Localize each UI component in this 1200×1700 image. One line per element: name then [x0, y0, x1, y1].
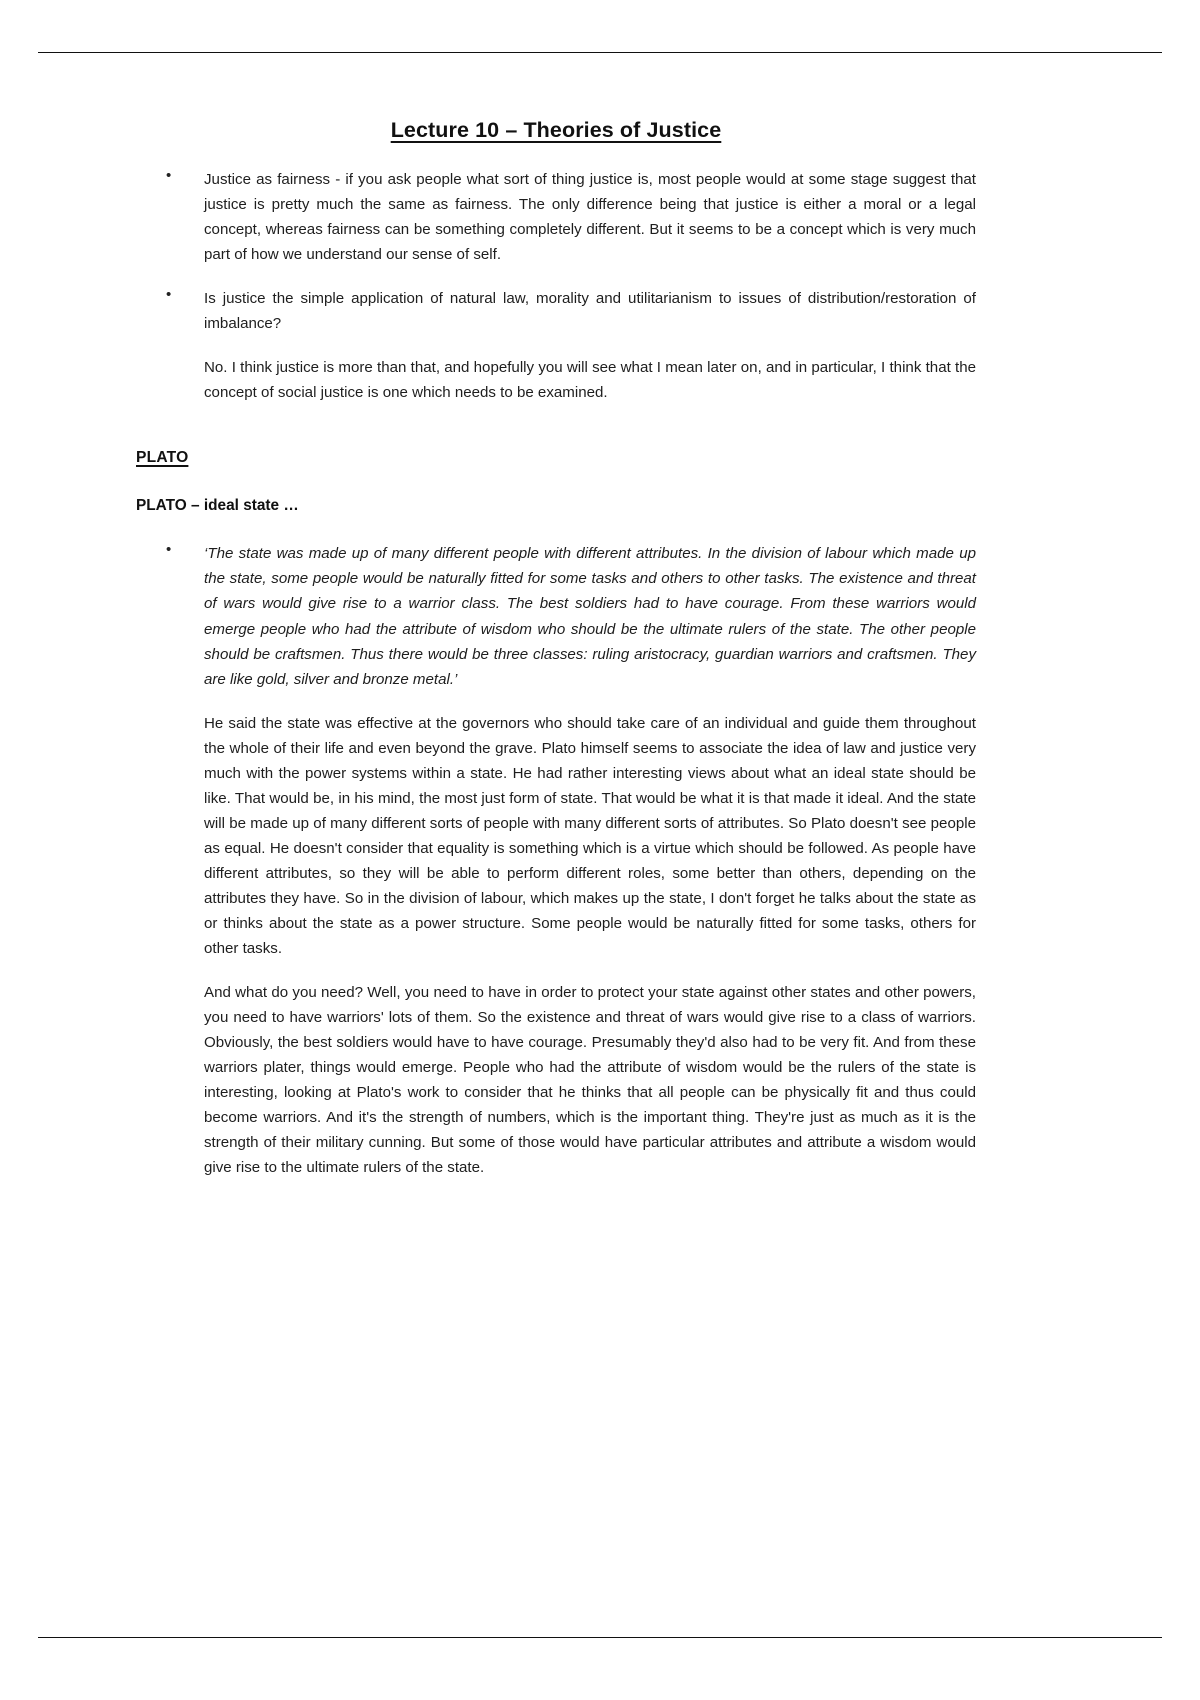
paragraph-answer: No. I think justice is more than that, and hopefully you will see what I mean later on, and in particular, I think that the concept of social justice is one which needs to be examined. [204, 359, 976, 402]
section-heading-plato: PLATO [136, 449, 189, 467]
bullet-is-justice-question: • Is justice the simple application of natural law, morality and utilitarianism to issues of distribution/restoration of imbalance? [204, 290, 976, 333]
list-item [136, 286, 976, 336]
quote-plato-ideal-state: • ‘The state was made up of many different people with different attributes. In the division of labour which made up the state, some people would be naturally fitted for some tasks and others to other tasks. The existence and threat of wars would give rise to a warrior class. The best soldiers had to have courage. From these warriors would emerge people who had the attribute of wisdom who should be the ultimate rulers of the state. The other people should be craftsmen. Thus there would be three classes: ruling aristocracy, guardian warriors and craftsmen. They are like gold, silver and bronze metal.’ [204, 545, 976, 688]
paragraph-and-what-do-you-need: And what do you need? Well, you need to have in order to protect your state against other states and other powers, you need to have warriors' lots of them. So the existence and threat of wars would give rise to a class of warriors. Obviously, the best soldiers would have to have courage. Presumably they'd also had to be very fit. And from these warriors plater, things would emerge. People who had the attribute of wisdom would be the rulers of the state is interesting, looking at Plato's work to consider that he thinks that all people can be physically fit and thus could become warriors. And it's the strength of numbers, which is the important thing. They're just as much as it is the strength of their military cunning. But some of those would have particular attributes and attribute a wisdom would give rise to the ultimate rulers of the state. [204, 984, 976, 1177]
document-content [136, 118, 976, 1200]
list-item [136, 167, 976, 267]
page-title: Lecture 10 – Theories of Justice [390, 118, 722, 142]
bullet-justice-as-fairness: • Justice as fairness - if you ask people what sort of thing justice is, most people would at some stage suggest that justice is pretty much the same as fairness. The only difference being that justice is either a moral or a legal concept, whereas fairness can be something completely different. But it seems to be a concept which is very much part of how we understand our sense of self. [204, 171, 976, 264]
page-header-rule [38, 52, 1162, 53]
paragraph-he-said-the-state: He said the state was effective at the governors who should take care of an individual and guide them throughout the whole of their life and even beyond the grave. Plato himself seems to associate the idea of law and justice very much with the power systems within a state. He had rather interesting views about what an ideal state should be like. That would be, in his mind, the most just form of state. That would be what it is that made it ideal. And the state will be made up of many different sorts of people with many different sorts of attributes. So Plato doesn't see people as equal. He doesn't consider that equality is something which is a virtue which should be followed. As people have different attributes, so they will be able to perform different roles, some better than others, depending on the attributes they have. So in the division of labour, which makes up the state, I don't forget he talks about the state as or thinks about the state as a power structure. Some people would be naturally fitted for some tasks, others for other tasks. [204, 714, 976, 958]
subheading-plato-ideal-state: PLATO – ideal state … [136, 497, 299, 515]
list-item [136, 541, 976, 691]
page-footer-rule [38, 1637, 1162, 1638]
